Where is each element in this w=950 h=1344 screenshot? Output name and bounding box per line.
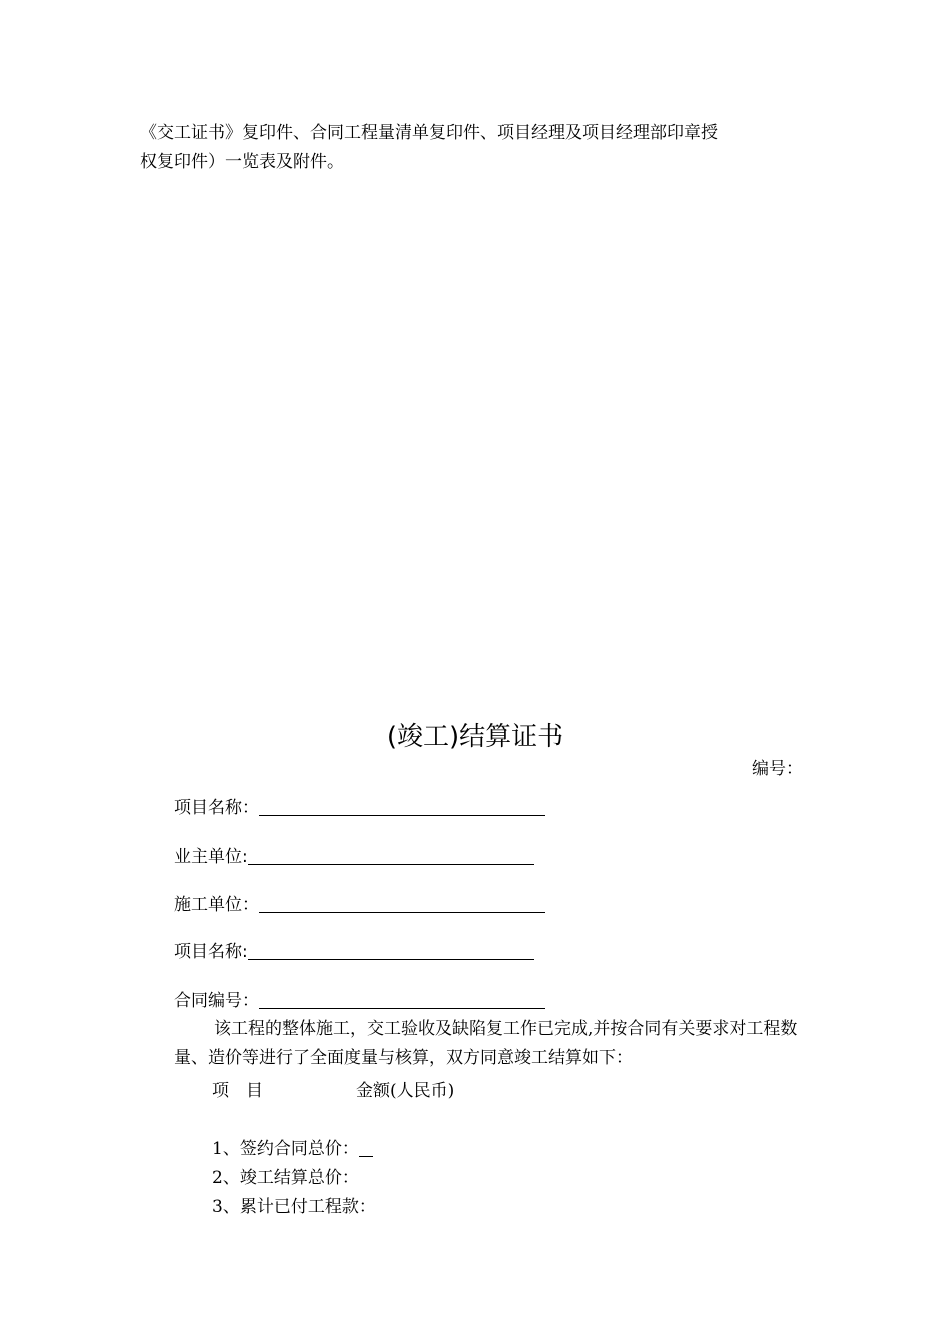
item-text: 3、累计已付工程款：: [212, 1197, 376, 1217]
field-contract-number: [174, 986, 545, 1011]
field-construction-unit: [174, 890, 545, 915]
blank-line[interactable]: [248, 846, 534, 865]
column-item-label: 项 目: [212, 1081, 263, 1101]
item-text: 1、签约合同总价：: [212, 1139, 359, 1159]
certificate-title: (竣工)结算证书: [386, 722, 564, 752]
field-label: 业主单位:: [174, 847, 248, 867]
item-text: 2、竣工结算总价：: [212, 1168, 359, 1188]
settlement-item-2: [212, 1163, 359, 1188]
blank-line[interactable]: [359, 1138, 373, 1157]
certificate-number-label: 编号：: [752, 759, 803, 779]
field-label: 项目名称：: [174, 798, 259, 818]
field-label: 合同编号：: [174, 991, 259, 1011]
blank-line[interactable]: [259, 894, 545, 913]
field-project-name: [174, 793, 545, 818]
column-amount-label: 金额(人民币): [356, 1081, 455, 1101]
field-label: 施工单位：: [174, 895, 259, 915]
blank-line[interactable]: [259, 990, 545, 1009]
blank-line[interactable]: [259, 797, 545, 816]
field-owner-unit: [174, 842, 534, 867]
field-label: 项目名称:: [174, 942, 248, 962]
field-project-name-2: [174, 937, 534, 962]
settlement-paragraph: 该工程的整体施工，交工验收及缺陷复工作已完成,并按合同有关要求对工程数量、造价等进行了全面度量与核算，双方同意竣工结算如下：: [174, 1019, 798, 1068]
settlement-columns-header: [212, 1076, 454, 1101]
blank-line[interactable]: [248, 941, 534, 960]
intro-line-2: 权复印件）一览表及附件。: [140, 152, 344, 172]
intro-line-1: 《交工证书》复印件、合同工程量清单复印件、项目经理及项目经理部印章授: [140, 123, 718, 143]
intro-text: [140, 119, 718, 177]
settlement-item-1: [212, 1134, 373, 1159]
settlement-item-3: [212, 1192, 376, 1217]
